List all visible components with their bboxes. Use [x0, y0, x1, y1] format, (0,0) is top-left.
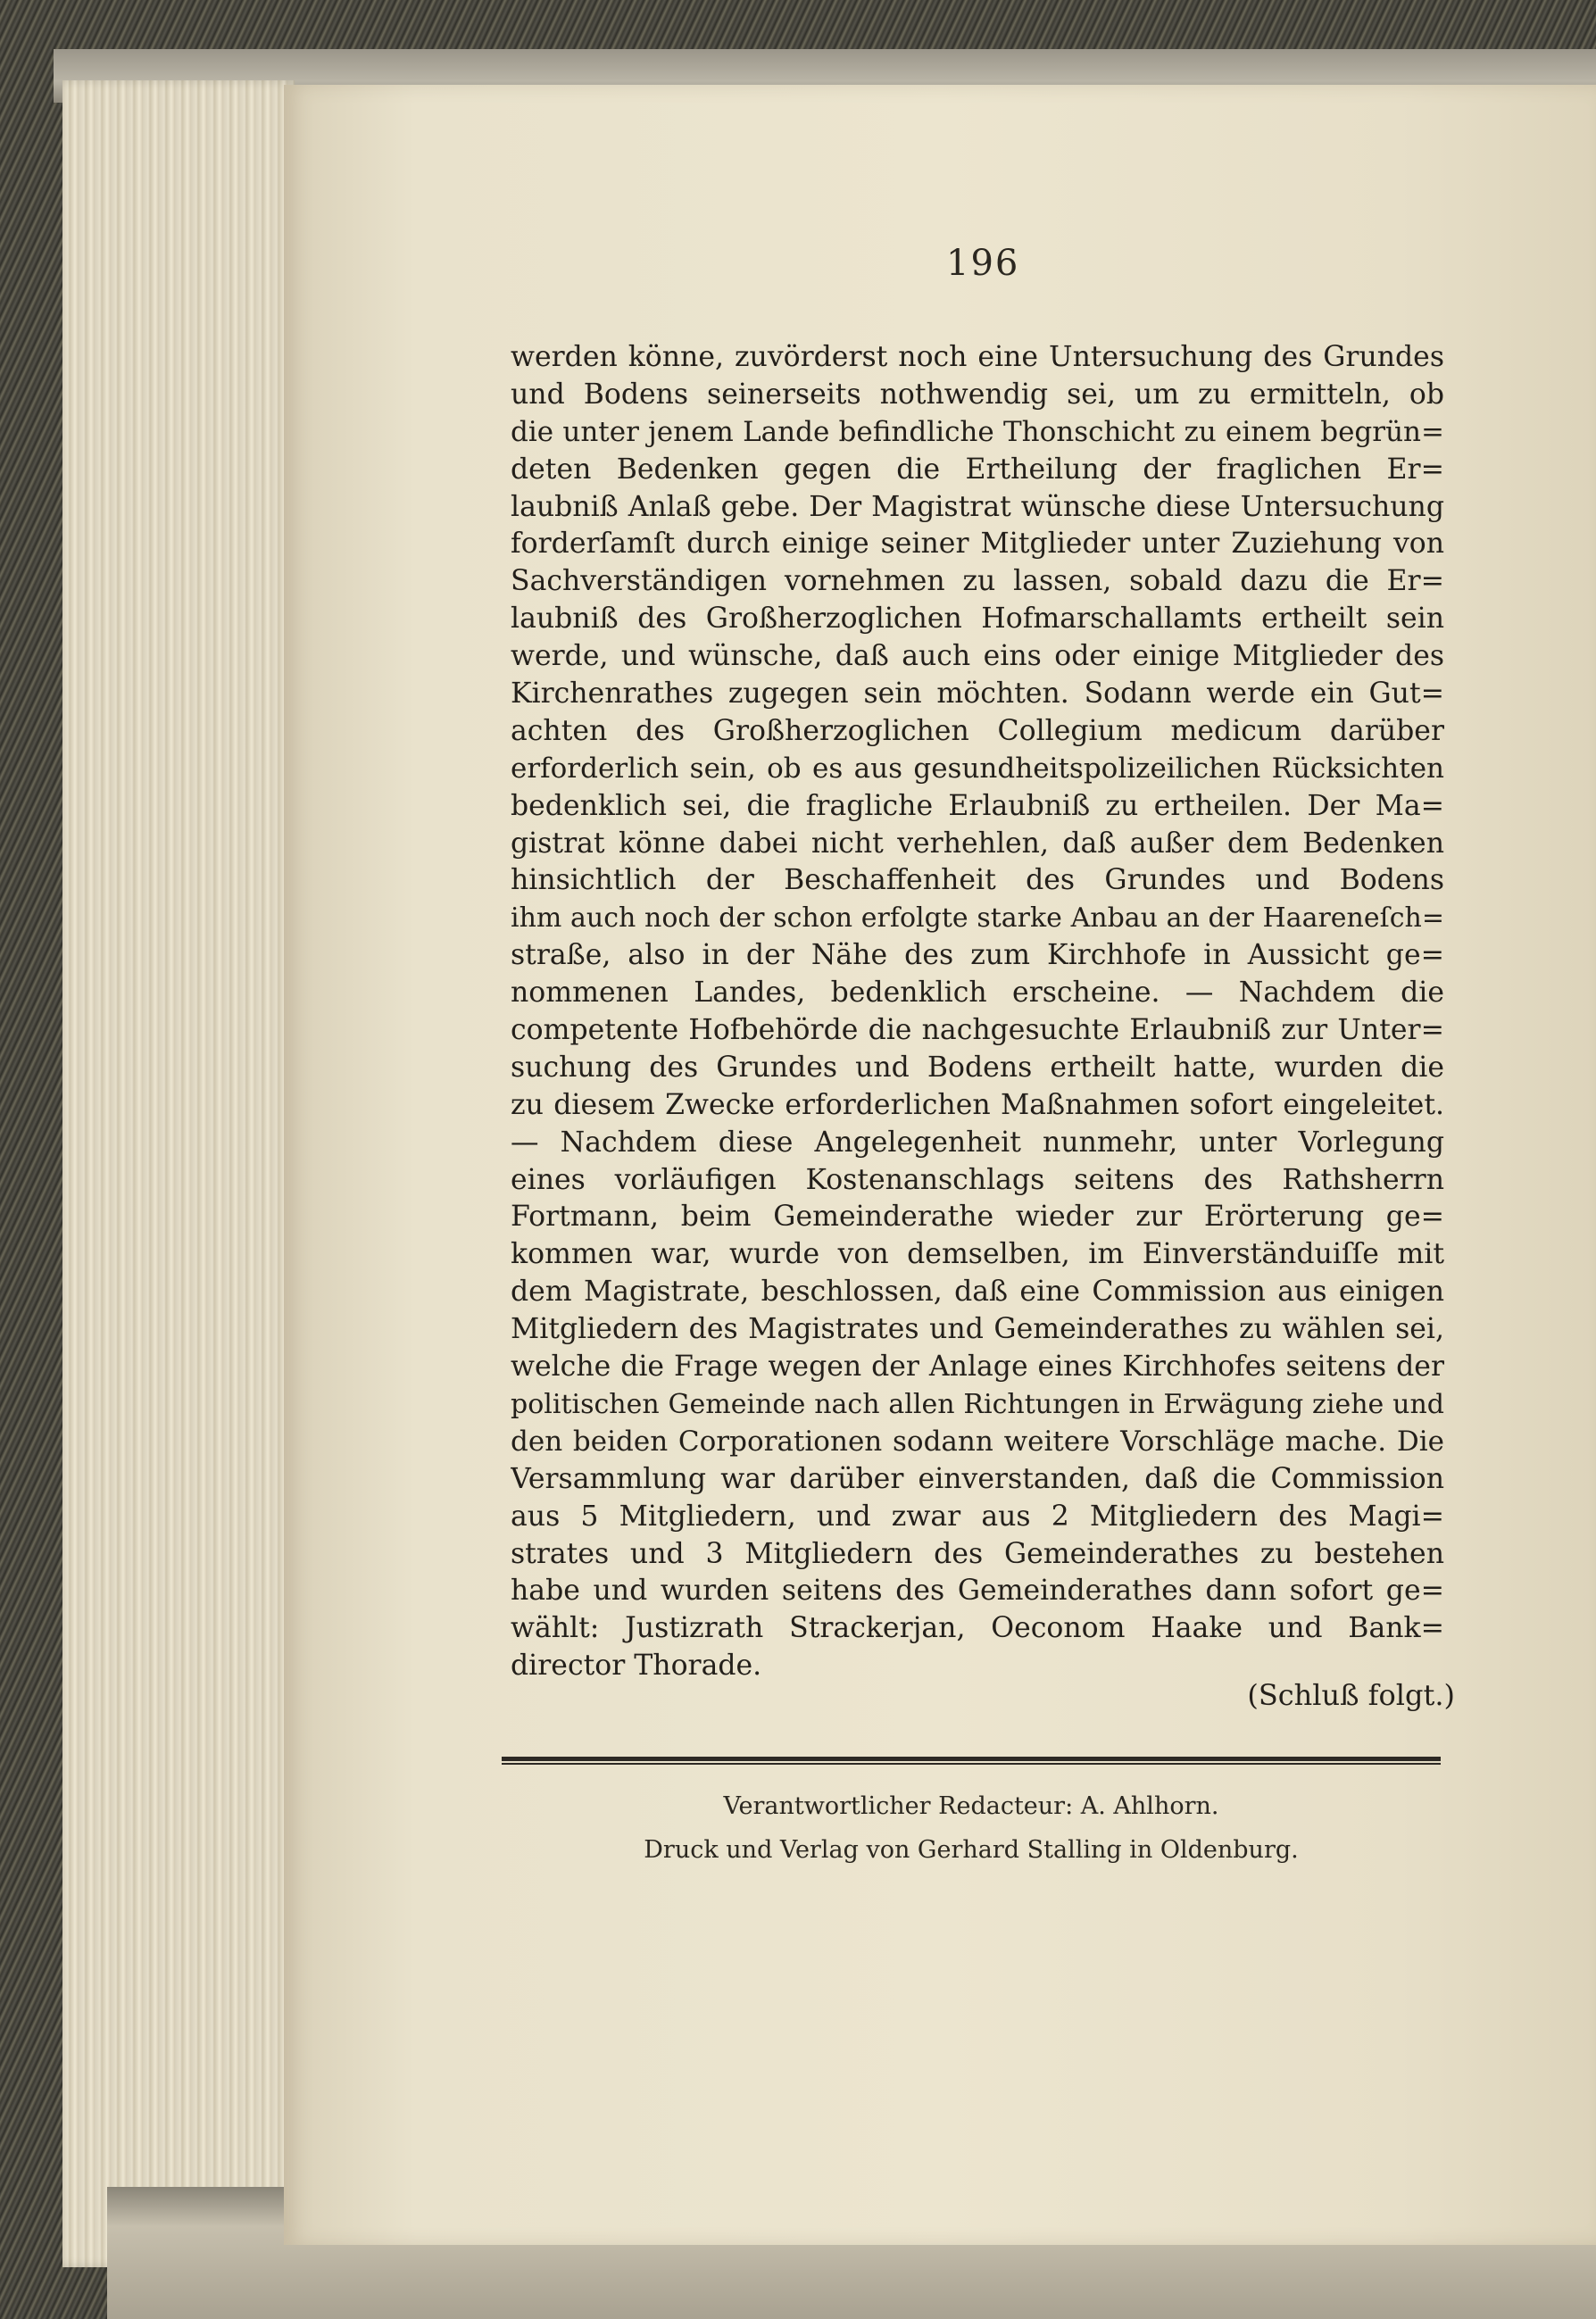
- text-line: wählt: Justizrath Strackerjan, Oeconom Haake und Bank=: [511, 1612, 1444, 1645]
- text-line: habe und wurden seitens des Gemeinderathes dann sofort ge=: [511, 1575, 1444, 1608]
- text-line: politischen Gemeinde nach allen Richtungen in Erwägung ziehe und: [511, 1388, 1444, 1420]
- text-line: kommen war, wurde von demselben, im Einverständuiſſe mit: [511, 1238, 1444, 1271]
- text-line: — Nachdem diese Angelegenheit nunmehr, unter Vorlegung: [511, 1126, 1444, 1159]
- text-line: forderſamſt durch einige seiner Mitglieder unter Zuziehung von: [511, 528, 1444, 561]
- text-line: die unter jenem Lande befindliche Thonschicht zu einem begrün=: [511, 415, 1444, 448]
- text-line: deten Bedenken gegen die Ertheilung der fraglichen Er=: [511, 453, 1444, 486]
- text-line: straße, also in der Nähe des zum Kirchhofe in Aussicht ge=: [511, 939, 1444, 972]
- text-line: competente Hofbehörde die nachgesuchte Erlaubniß zur Unter=: [511, 1014, 1444, 1047]
- text-line: Mitgliedern des Magistrates und Gemeinderathes zu wählen sei,: [511, 1313, 1444, 1346]
- text-line: bedenklich sei, die fragliche Erlaubniß zu ertheilen. Der Ma=: [511, 789, 1444, 822]
- page-edges: [62, 80, 295, 2267]
- text-line: Versammlung war darüber einverstanden, daß die Commission: [511, 1462, 1444, 1495]
- double-rule-divider: [502, 1757, 1441, 1765]
- text-line: Fortmann, beim Gemeinderathe wieder zur Erörterung ge=: [511, 1201, 1444, 1234]
- text-line: suchung des Grundes und Bodens ertheilt hatte, wurden die: [511, 1051, 1444, 1084]
- text-line: laubniß des Großherzoglichen Hofmarschallamts ertheilt sein: [511, 603, 1444, 636]
- text-line: zu diesem Zwecke erforderlichen Maßnahmen sofort eingeleitet.: [511, 1088, 1444, 1121]
- text-line: den beiden Corporationen sodann weitere Vorschläge mache. Die: [511, 1425, 1444, 1458]
- text-line: ihm auch noch der schon erfolgte starke Anbau an der Haareneſch=: [511, 902, 1444, 935]
- text-line: Sachverständigen vornehmen zu lassen, sobald dazu die Er=: [511, 565, 1444, 598]
- text-line: nommenen Landes, bedenklich erscheine. — Nachdem die: [511, 977, 1444, 1010]
- text-line: gistrat könne dabei nicht verhehlen, daß außer dem Bedenken: [511, 827, 1444, 860]
- text-line: werden könne, zuvörderst noch eine Untersuchung des Grundes: [511, 341, 1444, 373]
- text-line: director Thorade.: [511, 1650, 762, 1683]
- text-line: und Bodens seinerseits nothwendig sei, um zu ermitteln, ob: [511, 378, 1444, 411]
- text-line: hinsichtlich der Beschaffenheit des Grundes und Bodens: [511, 864, 1444, 897]
- text-line: eines vorläufigen Kostenanschlags seitens des Rathsherrn: [511, 1163, 1444, 1196]
- text-line: werde, und wünsche, daß auch eins oder einige Mitglieder des: [511, 640, 1444, 673]
- text-line: dem Magistrate, beschlossen, daß eine Commission aus einigen: [511, 1276, 1444, 1309]
- continuation-note: (Schluß folgt.): [1247, 1678, 1455, 1712]
- text-line: erforderlich sein, ob es aus gesundheitspolizeilichen Rücksichten: [511, 752, 1444, 785]
- publisher-imprint: Druck und Verlag von Gerhard Stalling in Oldenburg.: [644, 1836, 1299, 1864]
- text-line: aus 5 Mitgliedern, und zwar aus 2 Mitgliedern des Magi=: [511, 1500, 1444, 1533]
- body-text: [511, 339, 1444, 1685]
- text-line: strates und 3 Mitgliedern des Gemeinderathes zu bestehen: [511, 1537, 1444, 1570]
- text-line: achten des Großherzoglichen Collegium medicum darüber: [511, 714, 1444, 747]
- page-number: 196: [946, 243, 1020, 284]
- text-line: welche die Frage wegen der Anlage eines Kirchhofes seitens der: [511, 1351, 1444, 1384]
- text-line: laubniß Anlaß gebe. Der Magistrat wünsche diese Untersuchung: [511, 490, 1444, 523]
- editor-imprint: Verantwortlicher Redacteur: A. Ahlhorn.: [723, 1792, 1219, 1820]
- text-line: Kirchenrathes zugegen sein möchten. Sodann werde ein Gut=: [511, 677, 1444, 711]
